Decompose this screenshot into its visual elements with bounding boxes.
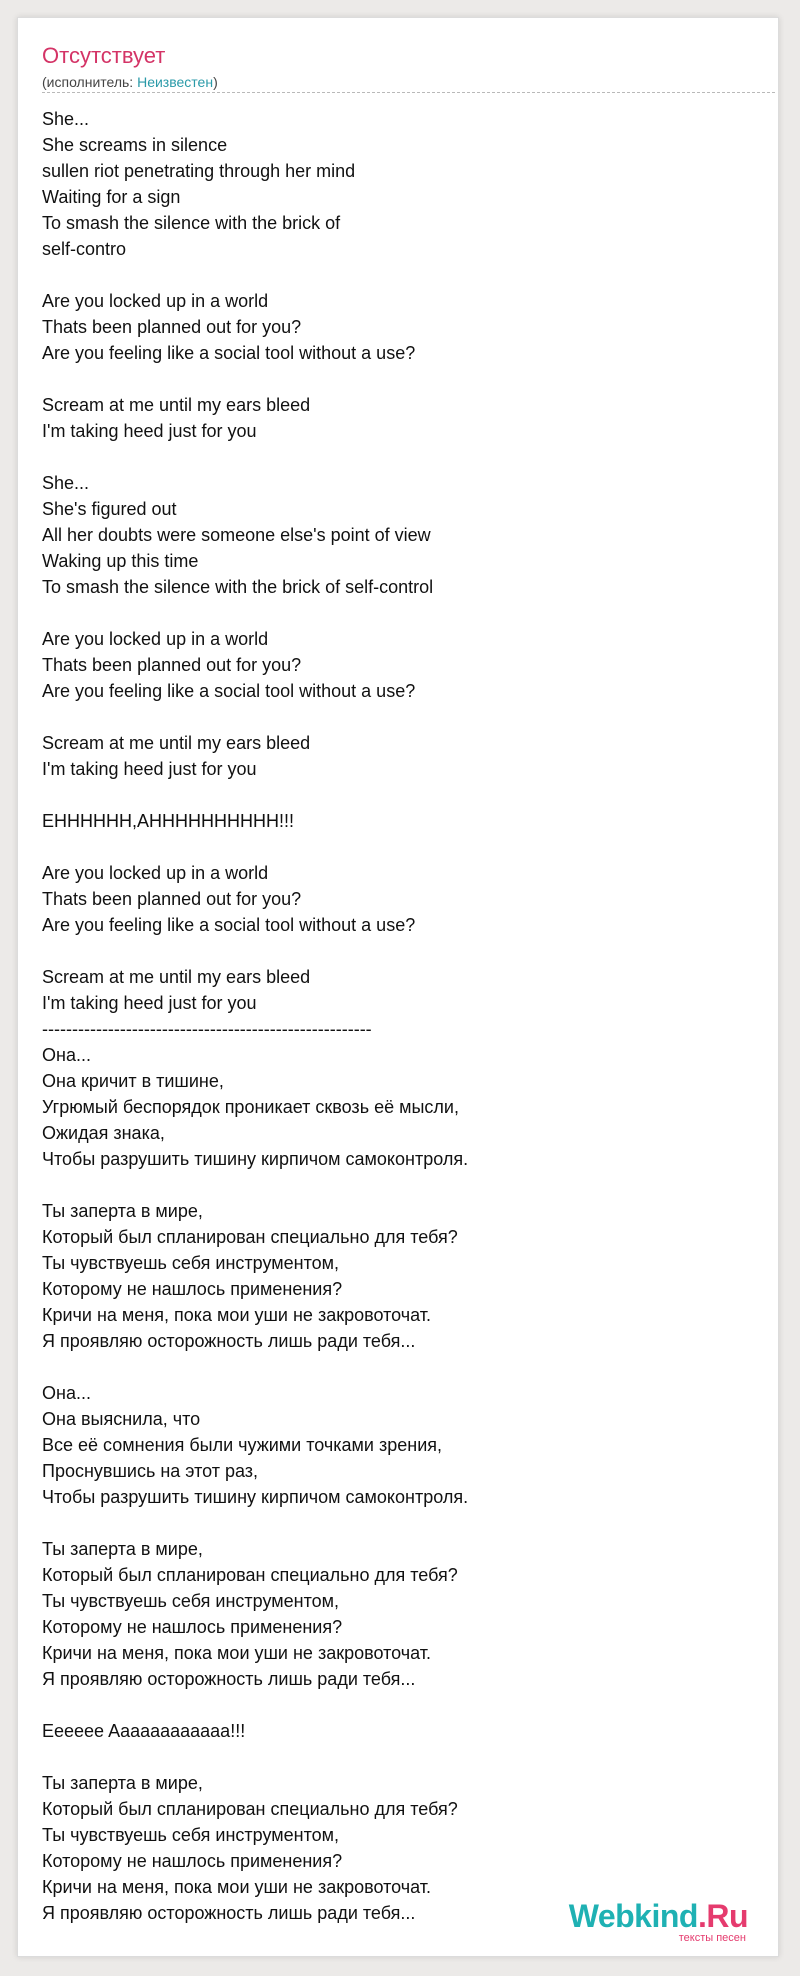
- song-title: Отсутствует: [42, 43, 166, 68]
- artist-link[interactable]: Неизвестен: [137, 74, 214, 90]
- lyrics-text: She... She screams in silence sullen riot penetrating through her mind Waiting for a sign To smash the silence with the brick of self-contro Are you locked up in a world Thats been planned out for you? Are you feeling like a social tool without a use? Scream at me until my ears bleed I'm taking heed just for you She... She's figured out All her doubts were someone else's point of view Waking up this time To smash the silence with the brick of self-control Are you locked up in a world Thats been planned out for you? Are you feeling like a social tool without a use? Scream at me until my ears bleed I'm taking heed just for you EHHHHHH,AHHHHHHHHHH!!! Are you locked up in a world Thats been planned out for you? Are you feeling like a social tool without a use? Scream at me until my ears bleed I'm taking heed just for you ------------------------------------------------------- Она... Она кричит в тишине, Угрюмый беспорядок проникает сквозь её мысли, Ожидая знака, Чтобы разрушить тишину кирпичом самоконтроля. Ты заперта в мире, Который был спланирован специально для тебя? Ты чувствуешь себя инструментом, Которому не нашлось применения? Кричи на меня, пока мои уши не закровоточат. Я проявляю осторожность лишь ради тебя... Она... Она выяснила, что Все её сомнения были чужими точками зрения, Проснувшись на этот раз, Чтобы разрушить тишину кирпичом самоконтроля. Ты заперта в мире, Который был спланирован специально для тебя? Ты чувствуешь себя инструментом, Которому не нашлось применения? Кричи на меня, пока мои уши не закровоточат. Я проявляю осторожность лишь ради тебя... Eeeeee Aaaaaaaaaaaa!!! Ты заперта в мире, Который был спланирован специально для тебя? Ты чувствуешь себя инструментом, Которому не нашлось применения? Кричи на меня, пока мои уши не закровоточат. Я проявляю осторожность лишь ради тебя...: [42, 109, 469, 1923]
- lyrics-card: [17, 17, 779, 1957]
- header-divider: [42, 92, 775, 93]
- logo-brand: Webkind: [568, 1898, 698, 1934]
- logo-tld: .Ru: [697, 1898, 748, 1934]
- byline-prefix: (исполнитель:: [42, 74, 138, 90]
- artist-byline: [42, 74, 218, 91]
- byline-suffix: ): [213, 74, 218, 90]
- logo-tagline: тексты песен: [678, 1932, 746, 1944]
- site-logo[interactable]: [548, 1898, 748, 1946]
- logo-wordmark: [569, 1898, 748, 1934]
